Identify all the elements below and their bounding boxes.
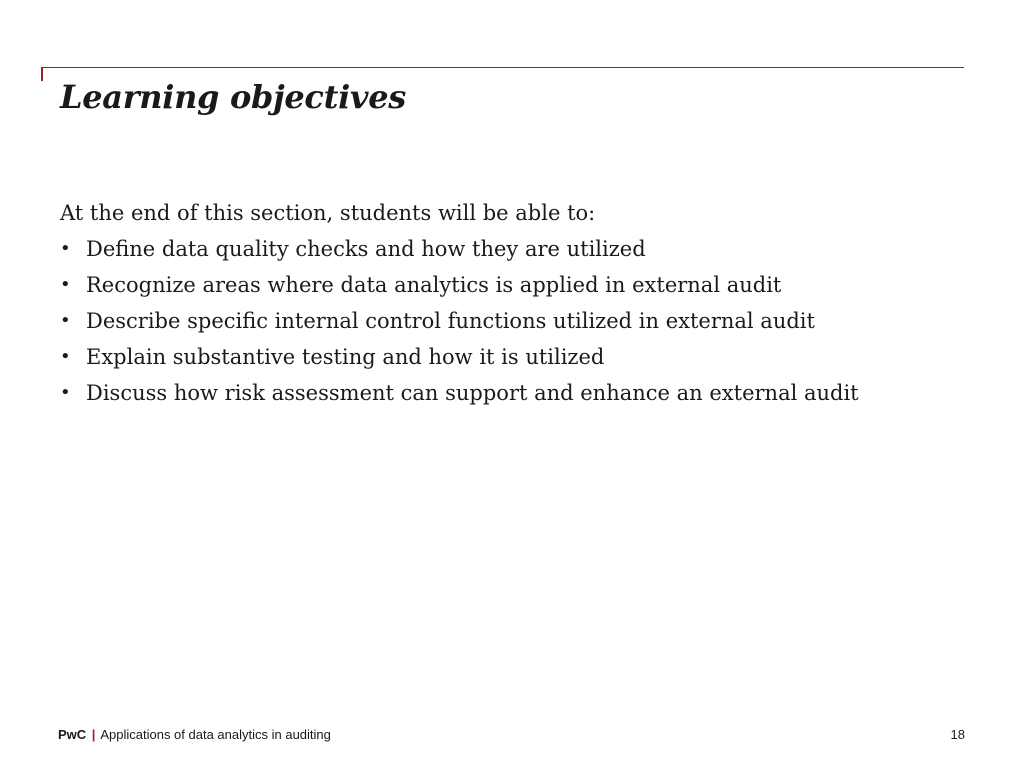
objective-text: Explain substantive testing and how it is utilized — [86, 345, 605, 369]
bullet-icon: • — [60, 346, 71, 367]
bullet-icon: • — [60, 382, 71, 403]
slide-title: Learning objectives — [60, 78, 407, 116]
page-number: 18 — [950, 727, 965, 742]
footer-course-title: Applications of data analytics in auditing — [100, 727, 331, 742]
objective-text: Discuss how risk assessment can support and enhance an external audit — [86, 381, 859, 405]
title-rule — [41, 67, 964, 68]
objective-item — [60, 234, 960, 264]
title-rule-tick — [41, 67, 43, 81]
footer — [58, 727, 331, 742]
footer-brand: PwC — [58, 727, 87, 742]
slide-body — [60, 198, 960, 414]
bullet-icon: • — [60, 238, 71, 259]
objective-item — [60, 378, 960, 408]
bullet-icon: • — [60, 310, 71, 331]
objective-item — [60, 342, 960, 372]
objective-text: Define data quality checks and how they are utilized — [86, 237, 646, 261]
bullet-icon: • — [60, 274, 71, 295]
objectives-list — [60, 234, 960, 408]
intro-text: At the end of this section, students will be able to: — [60, 201, 596, 225]
objective-text: Recognize areas where data analytics is applied in external audit — [86, 273, 782, 297]
objective-text: Describe specific internal control functions utilized in external audit — [86, 309, 815, 333]
objective-item — [60, 306, 960, 336]
footer-separator: | — [91, 727, 96, 742]
objective-item — [60, 270, 960, 300]
